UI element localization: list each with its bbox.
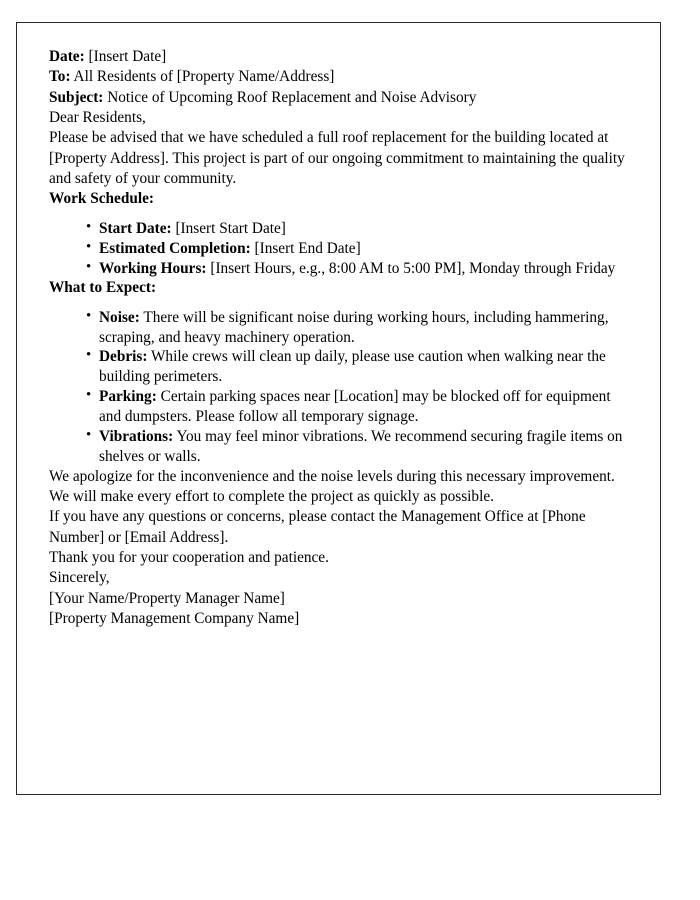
field-subject-label: Subject: (49, 88, 104, 106)
expect-item-value: You may feel minor vibrations. We recommend securing fragile items on shelves or walls. (99, 427, 623, 465)
expect-item-label: Noise: (99, 308, 140, 326)
field-date-value: [Insert Date] (84, 48, 167, 65)
field-subject-value: Notice of Upcoming Roof Replacement and Noise Advisory (103, 88, 477, 106)
list-item (87, 239, 627, 259)
what-to-expect-heading-text: What to Expect: (49, 279, 157, 297)
field-date-label: Date: (49, 48, 85, 65)
field-to-value: All Residents of [Property Name/Address] (70, 68, 335, 86)
work-schedule-heading-text: Work Schedule: (49, 190, 154, 208)
signature-name: [Your Name/Property Manager Name] (49, 589, 285, 607)
contact-paragraph: If you have any questions or concerns, please contact the Management Office at [Phone Number] or [Email Address]. (49, 508, 586, 546)
list-item (87, 347, 627, 387)
field-to-label: To: (49, 68, 71, 86)
work-schedule-item-label: Estimated Completion: (99, 239, 251, 257)
field-subject (49, 88, 627, 108)
list-item (87, 219, 627, 239)
list-item (87, 427, 627, 467)
what-to-expect-list (49, 308, 627, 467)
expect-item-label: Parking: (99, 388, 157, 406)
list-item (87, 259, 627, 279)
document-body (49, 47, 627, 629)
list-item (87, 308, 627, 348)
work-schedule-item-label: Working Hours: (99, 259, 207, 277)
closing: Sincerely, (49, 569, 110, 587)
signature-company: [Property Management Company Name] (49, 609, 300, 627)
intro-paragraph: Please be advised that we have scheduled a full roof replacement for the building located at [Property Address]. This project is part of our ongoing commitment to maintaining the quality and safety of your community. (49, 129, 625, 188)
document-page (16, 22, 661, 795)
work-schedule-heading (49, 189, 627, 209)
expect-item-value: Certain parking spaces near [Location] may be blocked off for equipment and dumpsters. Please follow all temporary signage. (99, 388, 611, 426)
what-to-expect-heading (49, 278, 627, 298)
apology-paragraph: We apologize for the inconvenience and the noise levels during this necessary improvement. We will make every effort to complete the project as quickly as possible. (49, 467, 615, 506)
expect-item-value: There will be significant noise during working hours, including hammering, scraping, and heavy machinery operation. (99, 308, 609, 346)
work-schedule-list (49, 219, 627, 279)
work-schedule-item-value: [Insert Hours, e.g., 8:00 AM to 5:00 PM], Monday through Friday (206, 259, 616, 277)
work-schedule-item-value: [Insert End Date] (250, 239, 361, 257)
work-schedule-item-label: Start Date: (99, 219, 172, 237)
expect-item-label: Debris: (99, 348, 148, 366)
list-item (87, 387, 627, 427)
field-to (49, 67, 627, 87)
thanks-paragraph: Thank you for your cooperation and patience. (49, 549, 329, 567)
salutation: Dear Residents, (49, 109, 146, 127)
work-schedule-item-value: [Insert Start Date] (171, 219, 286, 237)
expect-item-value: While crews will clean up daily, please use caution when walking near the building perimeters. (99, 348, 606, 386)
expect-item-label: Vibrations: (99, 427, 174, 445)
field-date (49, 47, 627, 67)
